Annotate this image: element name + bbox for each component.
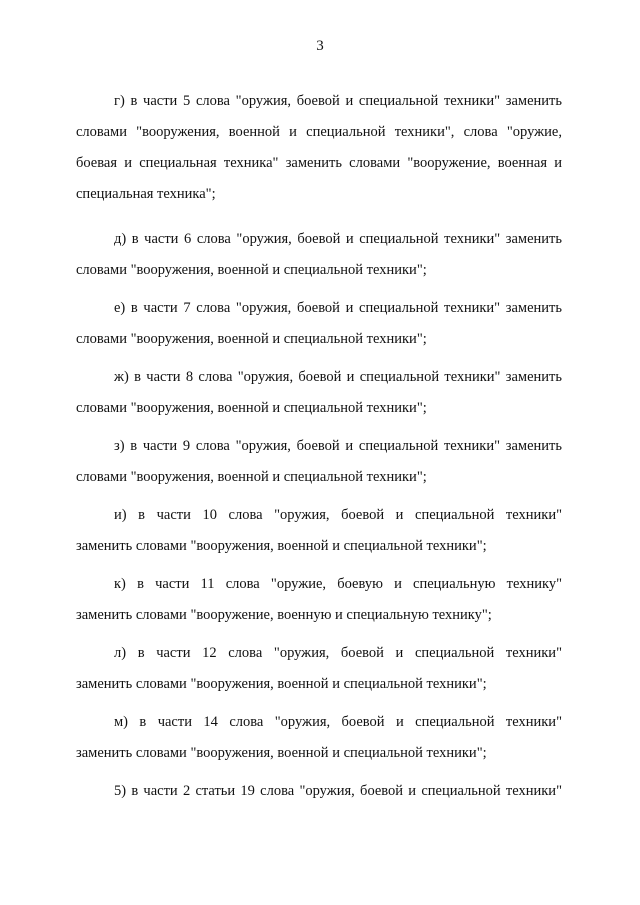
paragraph-i: [76, 500, 562, 562]
paragraph-line: заменить словами "вооружения, военной и специальной техники";: [76, 745, 487, 761]
paragraph-k: [76, 569, 562, 631]
paragraph-line: заменить словами "вооружение, военную и специальную технику";: [76, 607, 492, 623]
paragraph-l: [76, 638, 562, 700]
paragraph-line: ж) в части 8 слова "оружия, боевой и специальной техники" заменить: [114, 369, 562, 385]
paragraph-line: специальная техника";: [76, 186, 216, 202]
paragraph-line: 5) в части 2 статьи 19 слова "оружия, боевой и специальной техники": [114, 783, 562, 799]
paragraph-line: е) в части 7 слова "оружия, боевой и специальной техники" заменить: [114, 300, 562, 316]
paragraph-line: заменить словами "вооружения, военной и специальной техники";: [76, 676, 487, 692]
page-number: 3: [316, 38, 324, 54]
paragraph-g: [76, 86, 562, 210]
paragraph-line: и) в части 10 слова "оружия, боевой и специальной техники": [114, 507, 562, 523]
paragraph-line: словами "вооружения, военной и специальной техники";: [76, 262, 427, 278]
paragraph-line: к) в части 11 слова "оружие, боевую и специальную технику": [114, 576, 562, 592]
paragraph-zh: [76, 362, 562, 424]
paragraph-5: [76, 776, 562, 807]
paragraph-line: боевая и специальная техника" заменить словами "вооружение, военная и: [76, 155, 562, 171]
paragraph-m: [76, 707, 562, 769]
paragraph-e: [76, 293, 562, 355]
paragraph-line: г) в части 5 слова "оружия, боевой и специальной техники" заменить: [114, 93, 562, 109]
paragraph-line: заменить словами "вооружения, военной и специальной техники";: [76, 538, 487, 554]
paragraph-line: словами "вооружения, военной и специальной техники";: [76, 331, 427, 347]
paragraph-line: л) в части 12 слова "оружия, боевой и специальной техники": [114, 645, 562, 661]
paragraph-z: [76, 431, 562, 493]
paragraph-line: з) в части 9 слова "оружия, боевой и специальной техники" заменить: [114, 438, 562, 454]
paragraph-line: словами "вооружения, военной и специальной техники";: [76, 469, 427, 485]
paragraph-line: словами "вооружения, военной и специальной техники", слова "оружие,: [76, 124, 562, 140]
paragraph-line: словами "вооружения, военной и специальной техники";: [76, 400, 427, 416]
paragraph-line: д) в части 6 слова "оружия, боевой и специальной техники" заменить: [114, 231, 562, 247]
paragraph-d: [76, 224, 562, 286]
paragraph-line: м) в части 14 слова "оружия, боевой и специальной техники": [114, 714, 562, 730]
